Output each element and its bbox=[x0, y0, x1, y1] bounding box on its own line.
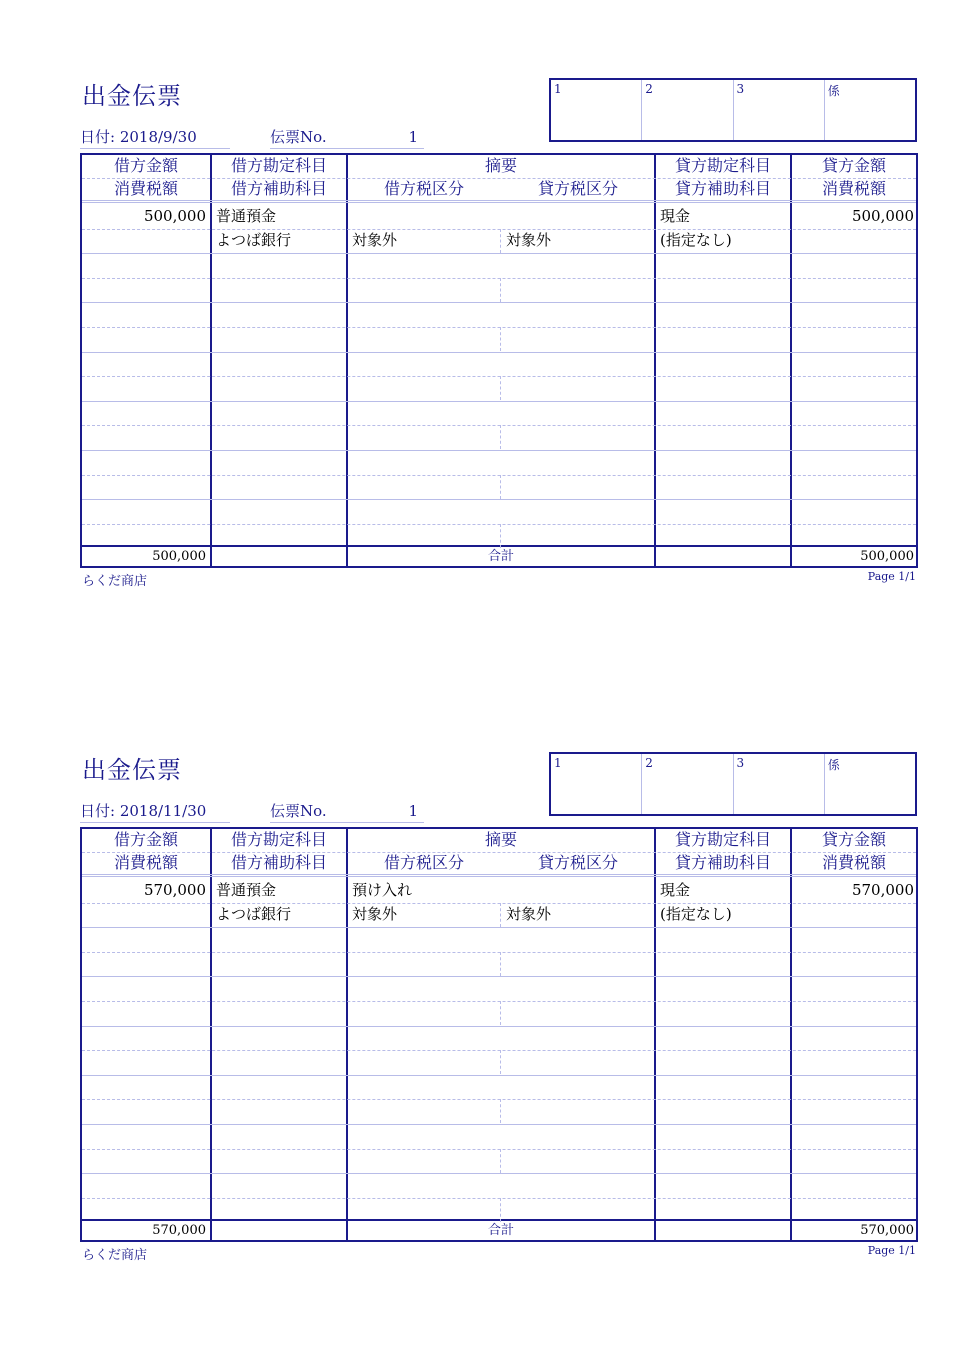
approval-cell bbox=[551, 80, 642, 140]
header-debit-subaccount: 借方補助科目 bbox=[230, 853, 327, 872]
header-debit-amount: 借方金額 bbox=[113, 830, 178, 849]
row-divider bbox=[82, 952, 916, 953]
header-description: 摘要 bbox=[484, 156, 517, 175]
header-credit-tax-amount: 消費税額 bbox=[821, 853, 886, 872]
header-bottom-rule bbox=[82, 874, 916, 877]
voucher-title: 出金伝票 bbox=[82, 82, 182, 110]
page-number: Page 1/1 bbox=[867, 570, 916, 583]
voucher-slip-1 bbox=[0, 0, 965, 589]
tax-divider bbox=[500, 376, 501, 400]
entry-description: 預け入れ bbox=[352, 881, 413, 899]
header-description: 摘要 bbox=[484, 830, 517, 849]
total-label: 合計 bbox=[487, 549, 514, 564]
header-credit-amount: 貸方金額 bbox=[821, 156, 886, 175]
tax-divider bbox=[500, 425, 501, 449]
total-credit-amount: 570,000 bbox=[860, 1223, 914, 1238]
voucher-title: 出金伝票 bbox=[82, 756, 182, 784]
column-divider bbox=[346, 829, 348, 1240]
approval-cell-label: 3 bbox=[736, 756, 745, 770]
column-divider bbox=[654, 829, 656, 1240]
entry-debit-subaccount: よつば銀行 bbox=[216, 905, 292, 923]
approval-cell-label: 1 bbox=[554, 756, 562, 770]
approval-cell-label: 係 bbox=[827, 758, 840, 772]
row-divider bbox=[82, 1198, 916, 1199]
header-credit-subaccount: 貸方補助科目 bbox=[674, 179, 771, 198]
tax-divider bbox=[500, 903, 501, 927]
approval-cell-label: 係 bbox=[827, 84, 840, 98]
header-bottom-rule bbox=[82, 200, 916, 203]
page-number: Page 1/1 bbox=[867, 1244, 916, 1257]
tax-divider bbox=[500, 278, 501, 302]
entry-debit-tax-category: 対象外 bbox=[352, 231, 398, 249]
header-credit-account: 貸方勘定科目 bbox=[674, 156, 771, 175]
row-divider bbox=[82, 903, 916, 904]
row-divider bbox=[82, 1075, 916, 1076]
tax-divider bbox=[500, 1099, 501, 1123]
approval-cell bbox=[825, 80, 915, 140]
tax-divider bbox=[500, 1050, 501, 1074]
row-divider bbox=[82, 253, 916, 254]
entry-credit-subaccount: (指定なし) bbox=[660, 905, 732, 923]
row-divider bbox=[82, 927, 916, 928]
shop-name: らくだ商店 bbox=[82, 1248, 148, 1263]
row-divider bbox=[82, 524, 916, 525]
voucher-number-label: 伝票No. bbox=[270, 802, 327, 820]
voucher-number-label: 伝票No. bbox=[270, 128, 327, 146]
entry-description bbox=[352, 204, 652, 228]
header-debit-tax-category: 借方税区分 bbox=[383, 853, 464, 872]
column-divider bbox=[210, 155, 212, 566]
voucher-number-value: 1 bbox=[408, 802, 418, 820]
header-credit-amount: 貸方金額 bbox=[821, 830, 886, 849]
total-debit-amount: 570,000 bbox=[152, 1223, 206, 1238]
row-divider bbox=[82, 401, 916, 402]
shop-name: らくだ商店 bbox=[82, 574, 148, 589]
approval-cell bbox=[642, 80, 733, 140]
entry-debit-tax-category: 対象外 bbox=[352, 905, 398, 923]
row-divider bbox=[82, 302, 916, 303]
approval-cell-label: 2 bbox=[645, 756, 653, 770]
row-divider bbox=[82, 450, 916, 451]
header-debit-tax-category: 借方税区分 bbox=[383, 179, 464, 198]
row-divider bbox=[82, 376, 916, 377]
row-divider bbox=[82, 1173, 916, 1174]
approval-cell-label: 1 bbox=[554, 82, 562, 96]
voucher-number bbox=[270, 800, 424, 823]
header-credit-tax-category: 貸方税区分 bbox=[537, 179, 618, 198]
voucher-date: 日付: 2018/11/30 bbox=[80, 800, 230, 823]
approval-cell-label: 3 bbox=[736, 82, 745, 96]
entry-credit-amount: 500,000 bbox=[851, 207, 914, 225]
tax-divider bbox=[500, 1149, 501, 1173]
approval-stamp-box bbox=[549, 752, 917, 816]
column-divider bbox=[346, 155, 348, 566]
row-divider bbox=[82, 1050, 916, 1051]
approval-cell bbox=[734, 754, 825, 814]
entry-debit-subaccount: よつば銀行 bbox=[216, 231, 292, 249]
voucher-table bbox=[80, 153, 918, 568]
header-credit-subaccount: 貸方補助科目 bbox=[674, 853, 771, 872]
approval-cell-label: 2 bbox=[645, 82, 653, 96]
row-divider bbox=[82, 1099, 916, 1100]
column-divider bbox=[654, 155, 656, 566]
entry-credit-tax-category: 対象外 bbox=[506, 231, 552, 249]
row-divider bbox=[82, 475, 916, 476]
header-credit-tax-category: 貸方税区分 bbox=[537, 853, 618, 872]
row-divider bbox=[82, 976, 916, 977]
tax-divider bbox=[500, 327, 501, 351]
voucher-slip-2 bbox=[0, 674, 965, 1263]
entry-credit-subaccount: (指定なし) bbox=[660, 231, 732, 249]
row-divider bbox=[82, 1149, 916, 1150]
total-credit-amount: 500,000 bbox=[860, 549, 914, 564]
row-divider bbox=[82, 229, 916, 230]
row-divider bbox=[82, 499, 916, 500]
row-divider bbox=[82, 352, 916, 353]
approval-cell bbox=[642, 754, 733, 814]
tax-divider bbox=[500, 1001, 501, 1025]
header-credit-tax-amount: 消費税額 bbox=[821, 179, 886, 198]
total-label: 合計 bbox=[487, 1223, 514, 1238]
row-divider bbox=[82, 1026, 916, 1027]
header-debit-subaccount: 借方補助科目 bbox=[230, 179, 327, 198]
approval-cell bbox=[734, 80, 825, 140]
header-debit-amount: 借方金額 bbox=[113, 156, 178, 175]
header-debit-account: 借方勘定科目 bbox=[230, 156, 327, 175]
voucher-table bbox=[80, 827, 918, 1242]
approval-cell bbox=[551, 754, 642, 814]
tax-divider bbox=[500, 475, 501, 499]
entry-debit-account: 普通預金 bbox=[216, 881, 277, 899]
voucher-number-value: 1 bbox=[408, 128, 418, 146]
row-divider bbox=[82, 1001, 916, 1002]
tax-divider bbox=[500, 1198, 501, 1222]
row-divider bbox=[82, 425, 916, 426]
header-credit-account: 貸方勘定科目 bbox=[674, 830, 771, 849]
approval-cell bbox=[825, 754, 915, 814]
entry-credit-account: 現金 bbox=[660, 207, 691, 225]
entry-credit-amount: 570,000 bbox=[851, 881, 914, 899]
row-divider bbox=[82, 327, 916, 328]
total-debit-amount: 500,000 bbox=[152, 549, 206, 564]
entry-debit-amount: 570,000 bbox=[143, 881, 206, 899]
entry-credit-tax-category: 対象外 bbox=[506, 905, 552, 923]
approval-stamp-box bbox=[549, 78, 917, 142]
row-divider bbox=[82, 278, 916, 279]
entry-debit-amount: 500,000 bbox=[143, 207, 206, 225]
column-divider bbox=[210, 829, 212, 1240]
tax-divider bbox=[500, 524, 501, 548]
header-debit-account: 借方勘定科目 bbox=[230, 830, 327, 849]
row-divider bbox=[82, 1124, 916, 1125]
header-debit-tax-amount: 消費税額 bbox=[113, 179, 178, 198]
tax-divider bbox=[500, 952, 501, 976]
entry-credit-account: 現金 bbox=[660, 881, 691, 899]
header-debit-tax-amount: 消費税額 bbox=[113, 853, 178, 872]
voucher-number bbox=[270, 126, 424, 149]
voucher-date: 日付: 2018/9/30 bbox=[80, 126, 230, 149]
tax-divider bbox=[500, 229, 501, 253]
entry-debit-account: 普通預金 bbox=[216, 207, 277, 225]
